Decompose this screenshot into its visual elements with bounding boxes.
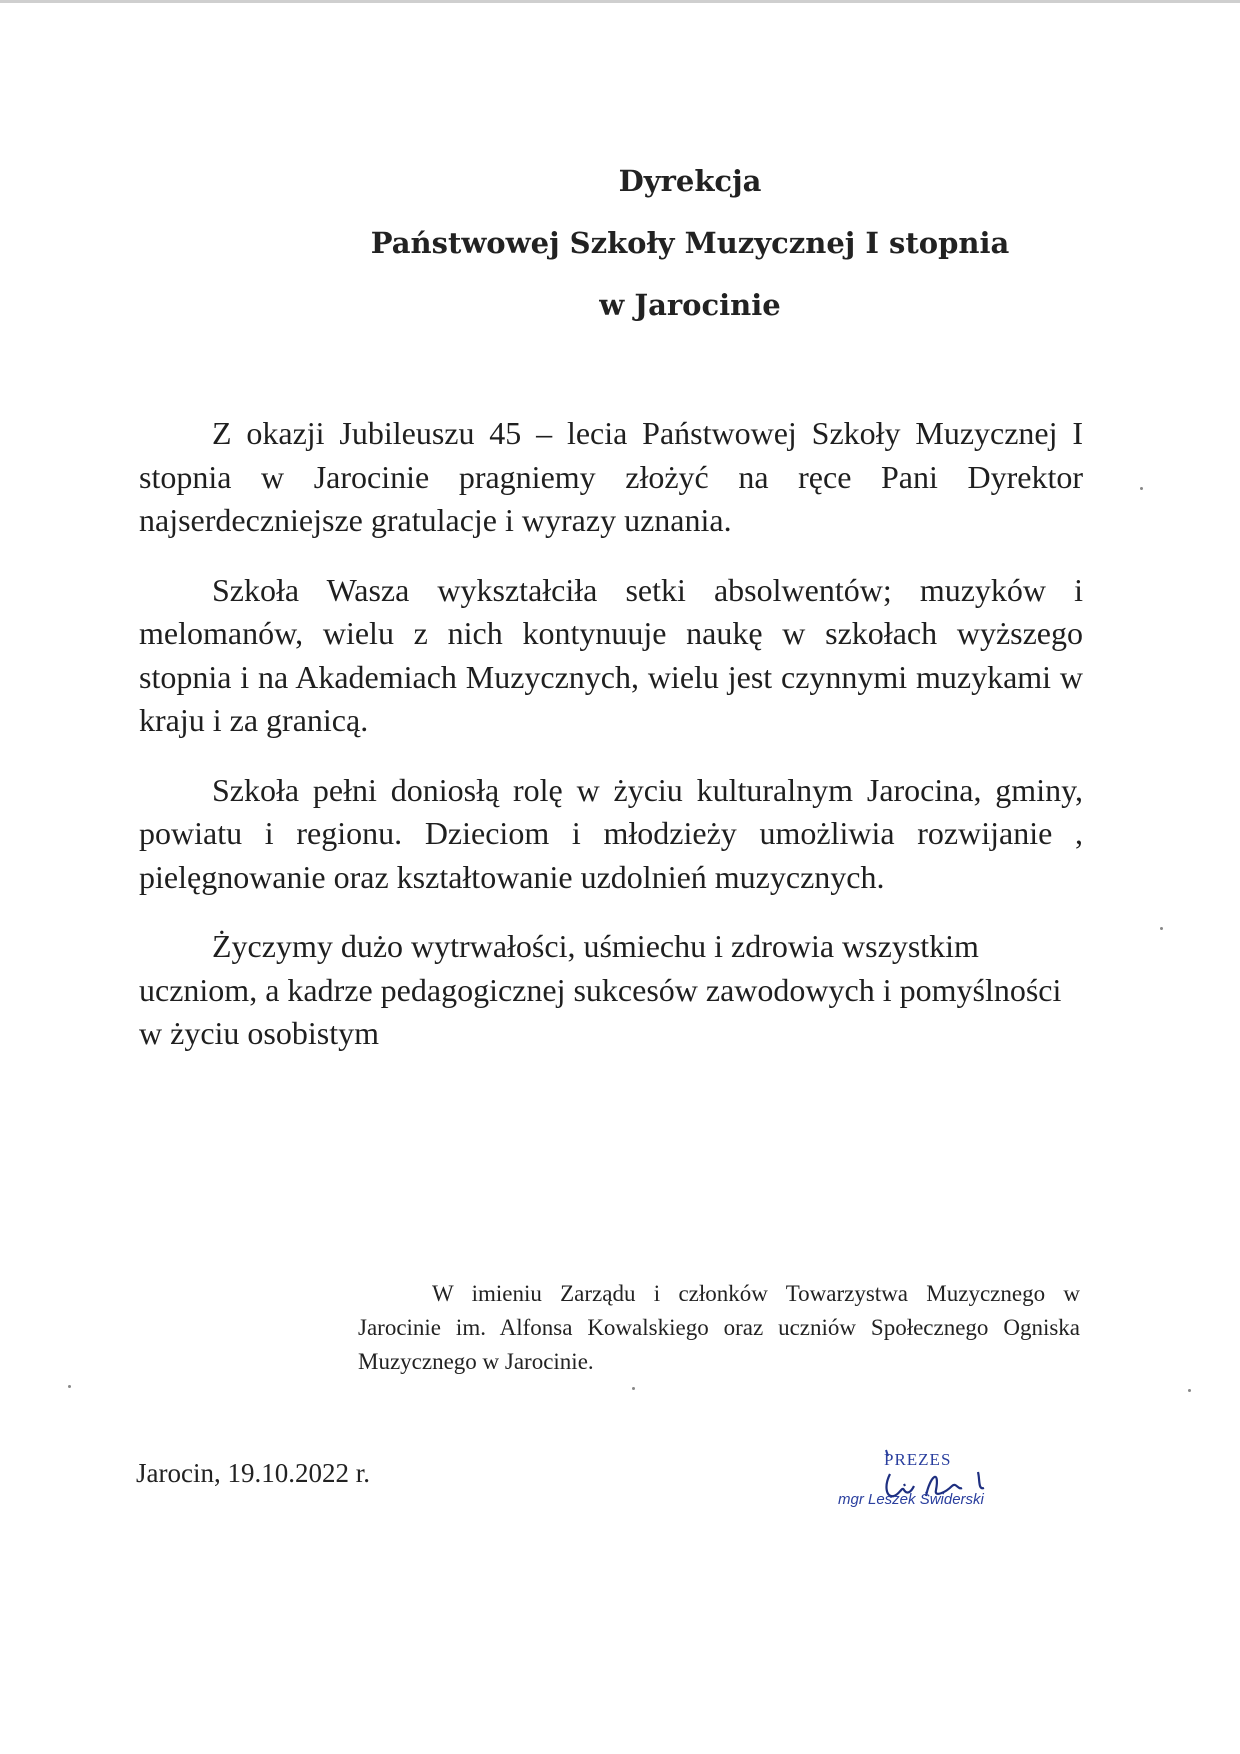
scan-speck: [1188, 1389, 1191, 1392]
scan-speck: [68, 1385, 71, 1388]
header-line-1: Dyrekcja: [618, 164, 762, 198]
scan-speck: [1160, 927, 1163, 930]
paragraph-2: Szkoła Wasza wykształciła setki absolwentów; muzyków i melomanów, wielu z nich kontynuuje naukę w szkołach wyższego stopnia i na Akademiach Muzycznych, wielu jest czynnymi muzykami w kraju i za granicą.: [139, 571, 1083, 738]
scan-speck: [1140, 487, 1143, 490]
president-stamp: [838, 1438, 1038, 1518]
stamp-title: PREZES: [884, 1450, 952, 1469]
header-line-2: Państwowej Szkoły Muzycznej I stopnia: [370, 226, 1010, 260]
letter-body: [139, 412, 1083, 1082]
stamp-name: mgr Leszek Świderski: [838, 1491, 984, 1508]
paragraph-3: Szkoła pełni doniosłą rolę w życiu kulturalnym Jarocina, gminy, powiatu i regionu. Dzieciom i młodzieży umożliwia rozwijanie , pielęgnowanie oraz kształtowanie uzdolnień muzycznych.: [139, 771, 1083, 895]
letter-date: Jarocin, 19.10.2022 r.: [136, 1458, 370, 1488]
header-line-3: w Jarocinie: [599, 288, 781, 322]
letter-header: [300, 150, 1080, 336]
signature-text: W imieniu Zarządu i członków Towarzystwa Muzycznego w Jarocinie im. Alfonsa Kowalskiego oraz uczniów Społecznego Ogniska Muzycznego w Jarocinie.: [358, 1281, 1080, 1374]
page-top-edge: [0, 0, 1240, 3]
paragraph-1: Z okazji Jubileuszu 45 – lecia Państwowej Szkoły Muzycznej I stopnia w Jarocinie pragniemy złożyć na ręce Pani Dyrektor najserdeczniejsze gratulacje i wyrazy uznania.: [139, 415, 1083, 538]
signature-block: [358, 1277, 1080, 1379]
scan-speck: [632, 1387, 635, 1390]
paragraph-4: Życzymy dużo wytrwałości, uśmiechu i zdrowia wszystkim uczniom, a kadrze pedagogicznej sukcesów zawodowych i pomyślności w życiu osobistym: [139, 928, 1062, 1051]
